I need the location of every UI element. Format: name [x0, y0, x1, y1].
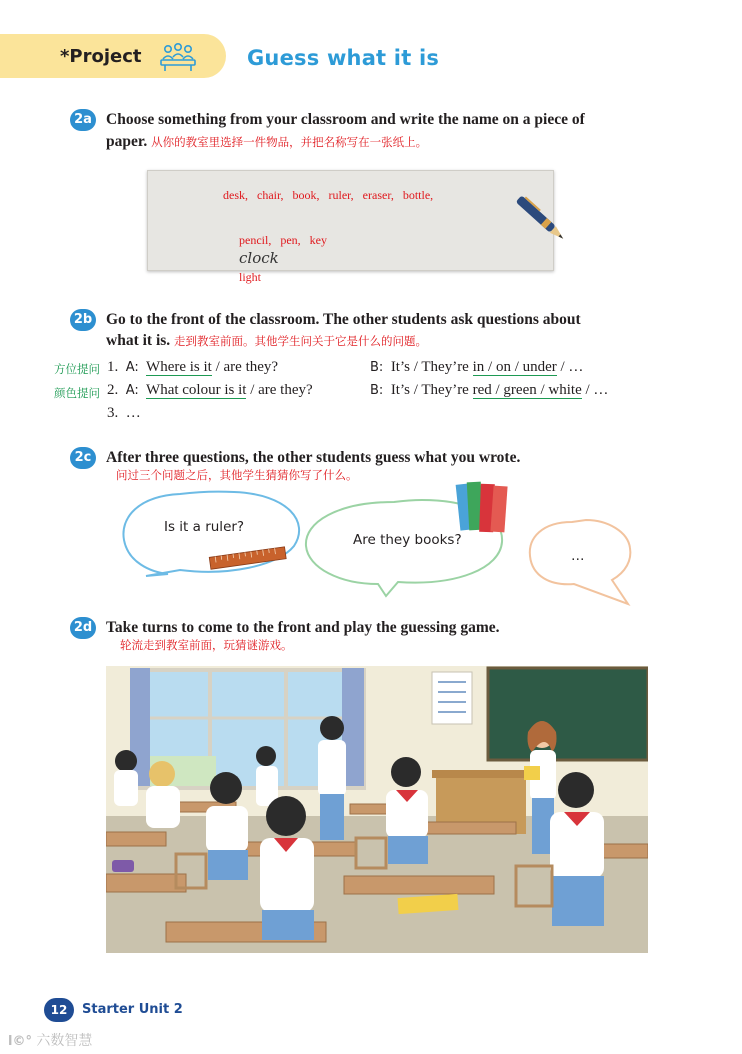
paper-note: [147, 170, 554, 284]
q2-a-rest: / are they?: [246, 382, 313, 398]
q1-a-underlined: Where is it: [146, 359, 212, 375]
group-people-icon: [158, 42, 198, 72]
q2-a-underlined: What colour is it: [146, 382, 247, 398]
section-badge-2d: 2d: [70, 617, 96, 639]
bubble-books-text: Are they books?: [353, 532, 462, 548]
watermark-logo-icon: l©°: [8, 1034, 32, 1049]
instruction-2a-paper: paper.: [106, 133, 148, 150]
q1-a-label: A:: [125, 360, 139, 375]
page-number: 12: [44, 998, 74, 1022]
pen-icon: [512, 186, 572, 252]
books-icon: [456, 482, 508, 533]
paper-handwritten: clock: [239, 249, 279, 267]
translation-2a: 从你的教室里选择一件物品，并把名称写在一张纸上。: [151, 135, 428, 149]
paper-extra: light: [239, 270, 262, 284]
section-badge-2c: 2c: [70, 447, 96, 469]
project-label: *Project: [60, 46, 142, 67]
bubble-ruler-text: Is it a ruler?: [164, 519, 245, 535]
q1-a-rest: / are they?: [211, 359, 279, 375]
instruction-2c: After three questions, the other students guess what you wrote.: [106, 449, 521, 466]
question-3: 3. …: [107, 405, 141, 421]
translation-2c: 问过三个问题之后，其他学生猜猜你写了什么。: [116, 468, 358, 482]
ruler-icon: [209, 547, 286, 569]
section-badge-2b: 2b: [70, 309, 96, 331]
paper-line1: desk, chair, book, ruler, eraser, bottle,: [223, 188, 434, 202]
q1-num: 1.: [107, 359, 119, 375]
page-title: Guess what it is: [247, 46, 440, 70]
instruction-2b-line1: Go to the front of the classroom. The other students ask questions about: [106, 311, 581, 328]
q1-b-underlined: in / on / under: [472, 359, 557, 375]
watermark-text: 六数智慧: [36, 1033, 93, 1049]
q2-a-label: A:: [125, 383, 139, 398]
instruction-2b-what: what it is.: [106, 332, 171, 349]
q1-b-start: It’s / They’re: [390, 359, 473, 375]
q2-b-end: / …: [581, 382, 609, 398]
instruction-2a-line1: Choose something from your classroom and write the name on a piece of: [106, 111, 585, 128]
bubble-ellipsis-text: …: [571, 548, 585, 564]
q1-b-label: B:: [370, 360, 384, 375]
note-location-question: 方位提问: [54, 362, 100, 376]
q2-num: 2.: [107, 382, 119, 398]
q2-b-underlined: red / green / white: [472, 382, 582, 398]
translation-2b: 走到教室前面。其他学生问关于它是什么的问题。: [174, 334, 428, 348]
q2-b-label: B:: [370, 383, 384, 398]
watermark: [8, 1030, 92, 1050]
instruction-2d: Take turns to come to the front and play the guessing game.: [106, 619, 500, 636]
note-colour-question: 颜色提问: [54, 386, 100, 400]
question-2-b: [370, 382, 608, 399]
question-1-b: [370, 359, 583, 376]
translation-2d: 轮流走到教室前面，玩猜谜游戏。: [120, 638, 293, 652]
instruction-2a-line2: [106, 131, 427, 153]
question-2-a: [107, 382, 313, 399]
unit-label: Starter Unit 2: [82, 1002, 183, 1017]
paper-words: pencil, pen, key: [239, 233, 327, 247]
question-1-a: [107, 359, 278, 376]
q2-b-start: It’s / They’re: [390, 382, 473, 398]
paper-line2: [223, 213, 327, 304]
instruction-2b-line2: [106, 330, 427, 352]
q1-b-end: / …: [556, 359, 584, 375]
section-badge-2a: 2a: [70, 109, 96, 131]
classroom-illustration: [106, 666, 648, 953]
